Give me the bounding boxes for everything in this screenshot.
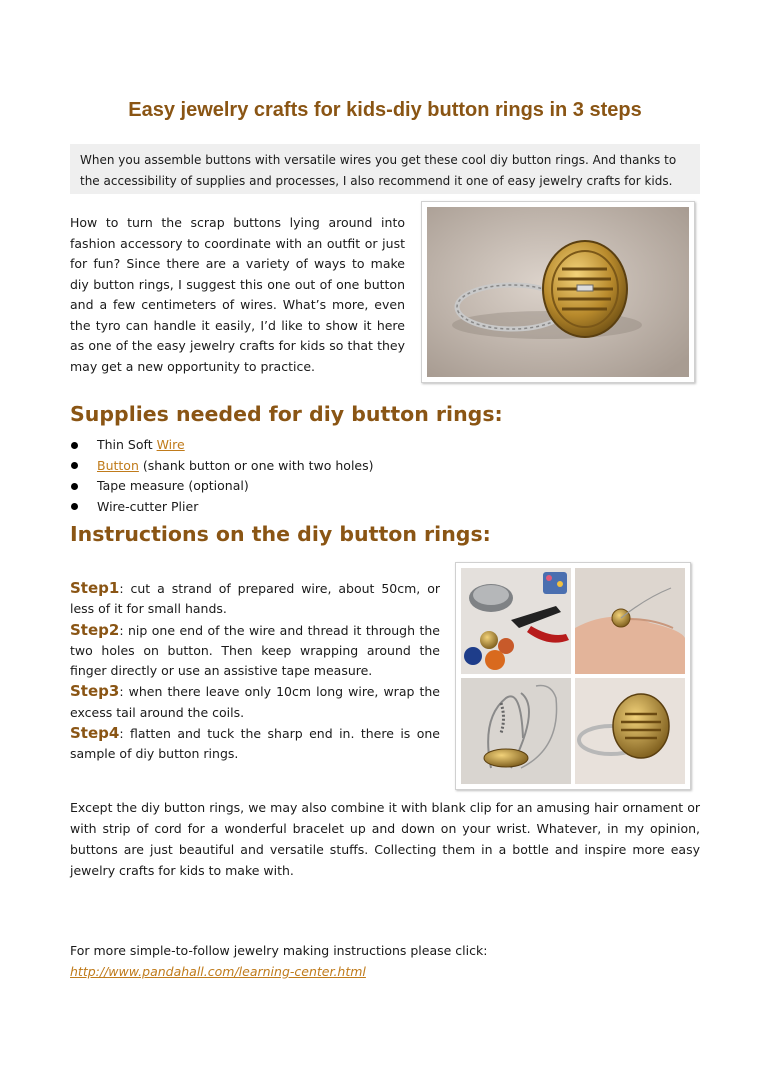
button-ring-photo (421, 201, 695, 383)
bullet-icon (71, 462, 78, 469)
step2-text: : nip one end of the wire and thread it through the two holes on button. Then keep wrapping around the finger directly or use an assistive tape measure. (70, 622, 440, 679)
steps-text (70, 578, 440, 765)
closing-paragraph: Except the diy button rings, we may also combine it with blank clip for an amusing hair ornament or with strip of cord for a wonderful bracelet up and down on your wrist. Whatever, in my opinion, buttons are just beautiful and versatile stuffs. Collecting them in a bottle and inspire more easy jewelry crafts for kids to make with. (70, 800, 700, 878)
bullet-icon (71, 442, 78, 449)
wire-link[interactable]: Wire (156, 437, 185, 452)
instructions-heading: Instructions on the diy button rings: (70, 522, 491, 546)
intro-paragraph: How to turn the scrap buttons lying around into fashion accessory to coordinate with an outfit or just for fun? Since there are a variety of ways to make diy button rings, I suggest this one out of one button and a few centimeters of wires. What’s more, even the tyro can handle it easily, I’d like to show it here as one of the easy jewelry crafts for kids so that they may get a new opportunity to practice. (70, 215, 405, 374)
page-title: Easy jewelry crafts for kids-diy button rings in 3 steps (128, 99, 642, 121)
supplies-list (70, 435, 374, 517)
step1-label: Step1 (70, 579, 120, 597)
list-item: Tape measure (optional) (70, 476, 374, 497)
step1-text: : cut a strand of prepared wire, about 50cm, or less of it for small hands. (70, 581, 440, 617)
list-item: Wire-cutter Plier (70, 497, 374, 518)
more-info-text: For more simple-to-follow jewelry making instructions please click: http://www.pandahall.com/learning-center.html (70, 943, 488, 979)
button-link[interactable]: Button (97, 457, 139, 473)
step4-text: : flatten and tuck the sharp end in. there is one sample of diy button rings. (70, 726, 440, 762)
bullet-icon (71, 483, 78, 490)
bullet-icon (71, 503, 78, 510)
supplies-heading: Supplies needed for diy button rings: (70, 402, 503, 426)
intro-summary-box: When you assemble buttons with versatile wires you get these cool diy button rings. And thanks to the accessibility of supplies and processes, I also recommend it one of easy jewelry crafts for kids. (70, 144, 700, 194)
list-item: Thin Soft Wire (70, 435, 374, 456)
steps-collage-photo (455, 562, 691, 790)
step4-label: Step4 (70, 724, 120, 743)
step2-label: Step2 (70, 620, 120, 639)
step3-text: : when there leave only 10cm long wire, wrap the excess tail around the coils. (70, 684, 440, 720)
step3-label: Step3 (70, 682, 120, 701)
learning-center-link[interactable]: http://www.pandahall.com/learning-center.html (70, 964, 366, 979)
list-item: Button (shank button or one with two holes) (70, 456, 374, 477)
